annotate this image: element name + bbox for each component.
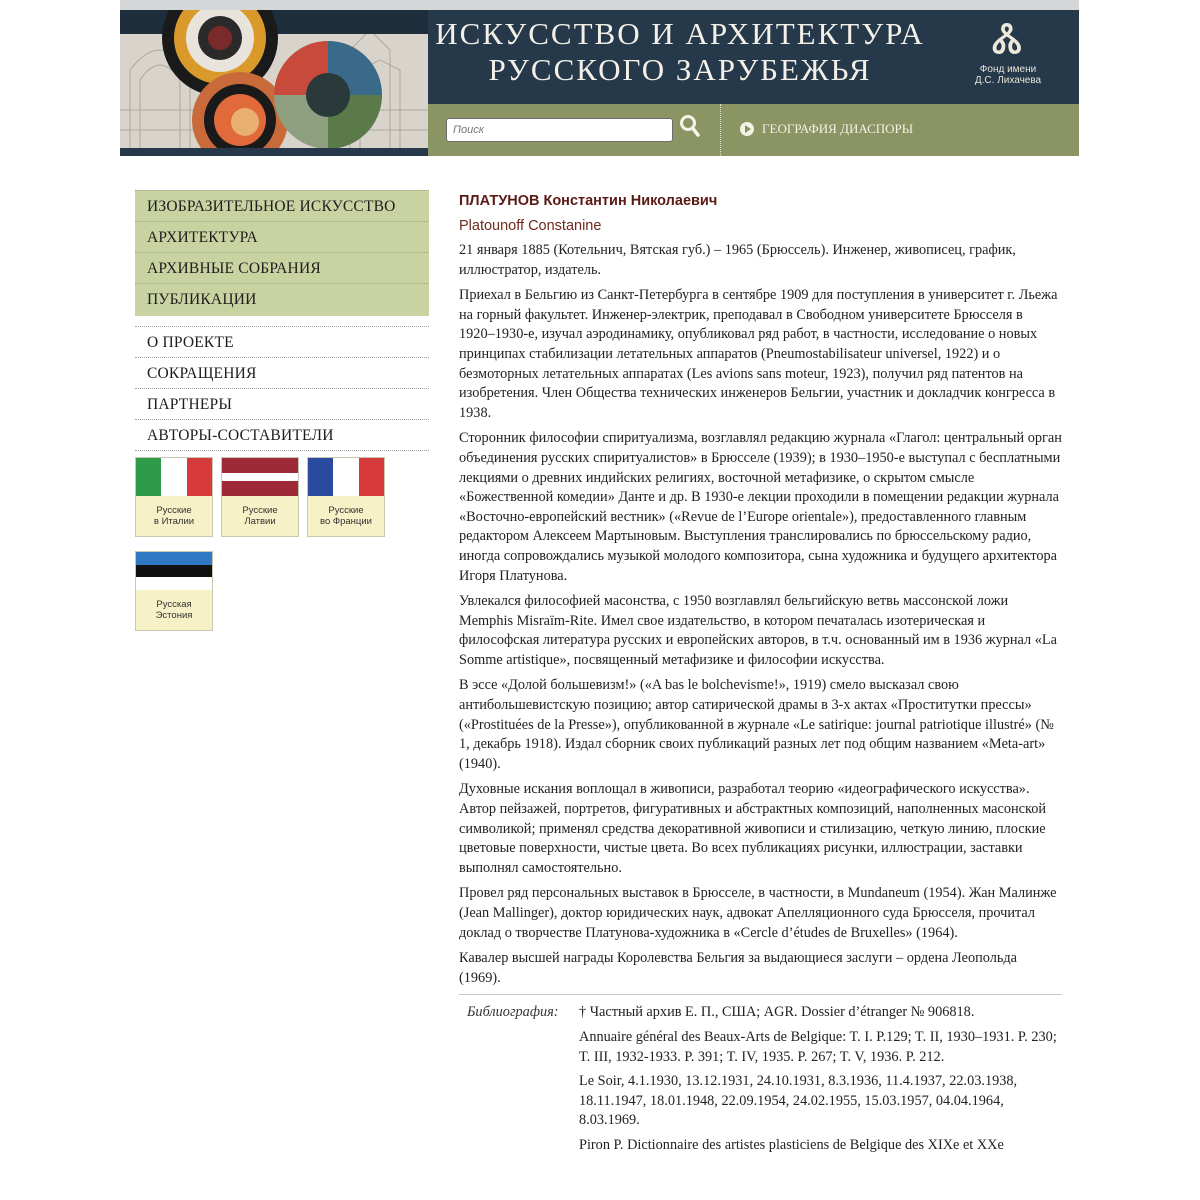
fund-monogram-icon: Ꮬ <box>992 17 1024 63</box>
diaspora-flags <box>135 457 395 631</box>
fund-logo[interactable] <box>958 16 1058 86</box>
russians-in-france-link[interactable] <box>307 457 385 537</box>
bibliography-list <box>579 1003 1062 1155</box>
bibliography-entry: Le Soir, 4.1.1930, 13.12.1931, 24.10.1931, 8.3.1936, 11.4.1937, 22.03.1938, 18.11.1947, 18.01.1948, 22.09.1954, 24.02.1955, 15.03.1957, 04.04.1964, 8.03.1969. <box>579 1073 1018 1129</box>
sidebar-item-partners[interactable]: ПАРТНЕРЫ <box>135 389 429 420</box>
header-artwork <box>120 10 428 156</box>
geography-link-label: ГЕОГРАФИЯ ДИАСПОРЫ <box>762 121 914 136</box>
sidebar-item-about[interactable]: О ПРОЕКТЕ <box>135 327 429 358</box>
article-paragraph: Приехал в Бельгию из Санкт-Петербурга в сентябре 1909 для поступления в университет г. Льежа на горный факультет. Инженер-электрик, преподавал в Свободном университете Брюсселя в 1920–1930-е, изучал аэродинамику, опубликовал ряд работ, в частности, исследование о новых принципах стабилизации летательных аппаратов (Pneumostabilisateur universel, 1922) и о безмоторных летательных аппаратах (Les avions sans moteur, 1923), получил ряд патентов на изобретения. Член Общества технических инженеров Бельгии, участник и докладчик конгресса в 1938. <box>459 287 1058 421</box>
flag-label: Русские Латвии <box>242 505 278 527</box>
search-button[interactable] <box>679 114 701 140</box>
fund-name-line-1: Фонд имени <box>979 64 1037 75</box>
sidebar-item-publications[interactable]: ПУБЛИКАЦИИ <box>147 291 257 308</box>
search-bar <box>428 104 1079 156</box>
bibliography-entry: † Частный архив Е. П., США; AGR. Dossier d’étranger № 906818. <box>579 1004 975 1021</box>
latvia-flag-icon <box>222 458 298 496</box>
site-header <box>120 10 1079 156</box>
russian-estonia-link[interactable] <box>135 551 213 631</box>
sidebar-item-authors[interactable]: АВТОРЫ-СОСТАВИТЕЛИ <box>135 420 429 451</box>
flag-label: Русские в Италии <box>153 505 195 527</box>
sidebar-item-abbreviations[interactable]: СОКРАЩЕНИЯ <box>135 358 429 389</box>
sidebar-item-archives[interactable]: АРХИВНЫЕ СОБРАНИЯ <box>135 253 429 284</box>
abstract-circles-image <box>120 10 428 156</box>
site-title-line-1: ИСКУССТВО И АРХИТЕКТУРА <box>435 16 925 51</box>
site-title <box>400 16 960 88</box>
geography-link[interactable] <box>740 121 913 137</box>
sidebar <box>135 190 429 631</box>
sidebar-main-nav <box>135 190 429 316</box>
article-paragraph: Сторонник философии спиритуализма, возглавлял редакцию журнала «Глагол: центральный орган объединения русских спиритуалистов» в Брюсселе (1939); в 1930–1950-е выступал с бесплатными лекциями о древних индийских религиях, восточной метафизике, о скрытом смысле «Божественной комедии» Данте и др. В 1930-е лекции проходили в помещении редакции журнала «Восточно-европейский вестник» («Revue de l’Europe orientale»), предоставленного главным редактором Алексеем Мартыновым. Выступления транслировались по брюссельскому радио, иногда сопровождались музыкой молодого композитора, сына художника и будущего архитектора Игоря Платунова. <box>459 430 1062 584</box>
search-input[interactable] <box>446 118 673 142</box>
estonia-flag-icon <box>136 552 212 590</box>
article-paragraph: 21 января 1885 (Котельнич, Вятская губ.) – 1965 (Брюссель). Инженер, живописец, график, иллюстратор, издатель. <box>459 242 1016 278</box>
article-paragraph: В эссе «Долой большевизм!» («A bas le bolchevisme!», 1919) смело высказал свою антибольшевистскую позицию; автор сатирической драмы в 3-х актах «Проститутки прессы» («Prostituées de la Presse»), опубликованной в журнале «Le satirique: journal patriotique illustré» (№ 1, декабрь 1918). Издал сборник своих публикаций разных лет под общим названием «Meta-art» (1940). <box>459 677 1054 772</box>
fund-name-line-2: Д.С. Лихачева <box>974 75 1042 86</box>
bibliography-label: Библиография: <box>467 1004 559 1021</box>
sidebar-item-architecture[interactable]: АРХИТЕКТУРА <box>135 222 429 253</box>
search-divider <box>720 104 721 156</box>
play-circle-icon <box>740 122 754 136</box>
russians-of-latvia-link[interactable] <box>221 457 299 537</box>
person-name: ПЛАТУНОВ Константин Николаевич <box>459 193 718 209</box>
flag-label: Русская Эстония <box>155 599 193 621</box>
italy-flag-icon <box>136 458 212 496</box>
article-paragraph: Духовные искания воплощал в живописи, разработал теорию «идеографического искусства». Автор пейзажей, портретов, фигуративных и абстрактных композиций, наполненных масонской символикой; применял средства декоративной живописи и стилизацию, четкую линию, плоские цветовые поверхности, чистые цвета. Во всех публикациях рисунки, иллюстрации, заставки выполнял самостоятельно. <box>459 781 1047 876</box>
article-paragraph: Увлекался философией масонства, с 1950 возглавлял бельгийскую ветвь массонской ложи Memphis Misraïm-Rite. Имел свое издательство, в котором печаталась изотерическая и философская литература русских и европейских авторов, в т.ч. основанный им в 1936 журнал «La Somme artistique», посвященный метафизике и философии искусства. <box>459 593 1057 668</box>
bibliography-entry: Piron P. Dictionnaire des artistes plasticiens de Belgique des XIXe et XXe <box>579 1136 1004 1153</box>
person-latin-name: Platounoff Constanine <box>459 218 602 234</box>
article <box>459 190 1062 1161</box>
article-paragraph: Провел ряд персональных выставок в Брюсселе, в частности, в Mundaneum (1954). Жан Малинже (Jean Mallinger), доктор юридических наук, адвокат Апелляционного суда Брюсселя, прочитал доклад о творчестве Платунова-художника в «Cercle d’études de Bruxelles» (1964). <box>459 885 1057 941</box>
search-icon <box>679 114 701 140</box>
russians-in-italy-link[interactable] <box>135 457 213 537</box>
sidebar-secondary-nav <box>135 326 429 451</box>
top-strip <box>120 0 1079 10</box>
flag-label: Русские во Франции <box>320 505 372 527</box>
bibliography-entry: Annuaire général des Beaux-Arts de Belgique: T. I. P.129; T. II, 1930–1931. P. 230; T. III, 1932-1933. P. 391; T. IV, 1935. P. 267; T. V, 1936. P. 212. <box>579 1028 1057 1065</box>
france-flag-icon <box>308 458 384 496</box>
sidebar-item-fine-arts[interactable]: ИЗОБРАЗИТЕЛЬНОЕ ИСКУССТВО <box>135 191 429 222</box>
bibliography <box>459 994 1062 1155</box>
site-title-line-2: РУССКОГО ЗАРУБЕЖЬЯ <box>488 52 872 87</box>
article-paragraph: Кавалер высшей награды Королевства Бельгия за выдающиеся заслуги – ордена Леопольда (1969). <box>459 950 1017 986</box>
